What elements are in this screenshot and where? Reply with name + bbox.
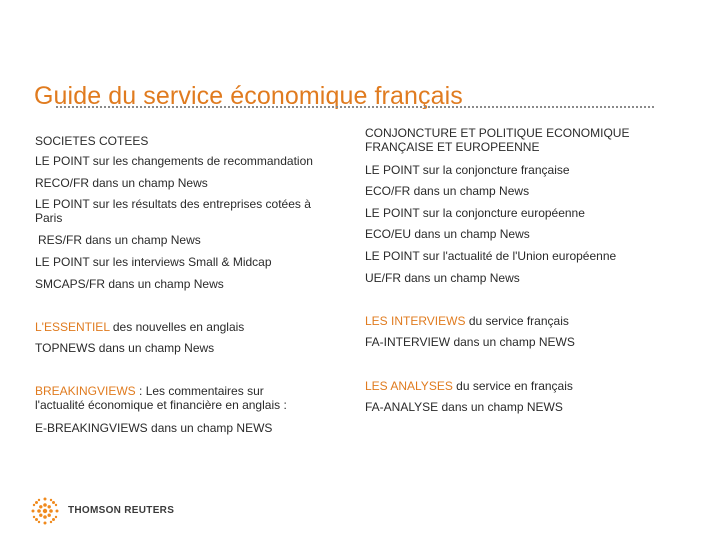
- left-line-resultats: LE POINT sur les résultats des entreprises cotées à Paris: [35, 197, 311, 225]
- essentiel-text: des nouvelles en anglais: [109, 320, 245, 334]
- interviews-brand: LES INTERVIEWS: [365, 314, 466, 328]
- thomson-reuters-wordmark: THOMSON REUTERS: [68, 505, 175, 516]
- essentiel-brand: L'ESSENTIEL: [35, 320, 110, 334]
- e-breakingviews-line: E-BREAKINGVIEWS dans un champ NEWS: [35, 421, 273, 435]
- left-line-res-fr: RES/FR dans un champ News: [38, 233, 201, 247]
- right-line-union-europeenne: LE POINT sur l'actualité de l'Union européenne: [365, 249, 617, 263]
- right-line-conjoncture-francaise: LE POINT sur la conjoncture française: [365, 163, 570, 177]
- left-line-smcaps-fr: SMCAPS/FR dans un champ News: [35, 277, 224, 291]
- analyses-brand: LES ANALYSES: [365, 379, 453, 393]
- societes-cotees-heading: SOCIETES COTEES: [35, 134, 149, 148]
- left-line-interviews-small-midcap: LE POINT sur les interviews Small & Midcap: [35, 255, 272, 269]
- fa-interview-line: FA-INTERVIEW dans un champ NEWS: [365, 335, 575, 349]
- fa-analyse-line: FA-ANALYSE dans un champ NEWS: [365, 400, 563, 414]
- right-line-ue-fr: UE/FR dans un champ News: [365, 271, 520, 285]
- breakingviews-text: : Les commentaires sur l'actualité économique et financière en anglais :: [35, 384, 287, 412]
- conjoncture-heading: CONJONCTURE ET POLITIQUE ECONOMIQUE FRANÇAISE ET EUROPEENNE: [365, 126, 630, 154]
- analyses-text: du service en français: [452, 379, 573, 393]
- essentiel-line: [35, 320, 244, 334]
- breakingviews-brand: BREAKINGVIEWS: [35, 384, 136, 398]
- left-line-reco-fr: RECO/FR dans un champ News: [35, 176, 208, 190]
- analyses-line: [365, 379, 573, 393]
- title-underline-divider: [56, 106, 654, 108]
- interviews-line: [365, 314, 569, 328]
- right-line-eco-fr: ECO/FR dans un champ News: [365, 184, 530, 198]
- interviews-text: du service français: [465, 314, 569, 328]
- thomson-reuters-logo-icon: [28, 494, 62, 533]
- page-title: Guide du service économique français: [34, 82, 463, 110]
- topnews-line: TOPNEWS dans un champ News: [35, 341, 215, 355]
- breakingviews-line: [35, 384, 315, 412]
- right-line-eco-eu: ECO/EU dans un champ News: [365, 227, 530, 241]
- right-line-conjoncture-europeenne: LE POINT sur la conjoncture européenne: [365, 206, 585, 220]
- left-line-recommandation: LE POINT sur les changements de recommandation: [35, 154, 313, 168]
